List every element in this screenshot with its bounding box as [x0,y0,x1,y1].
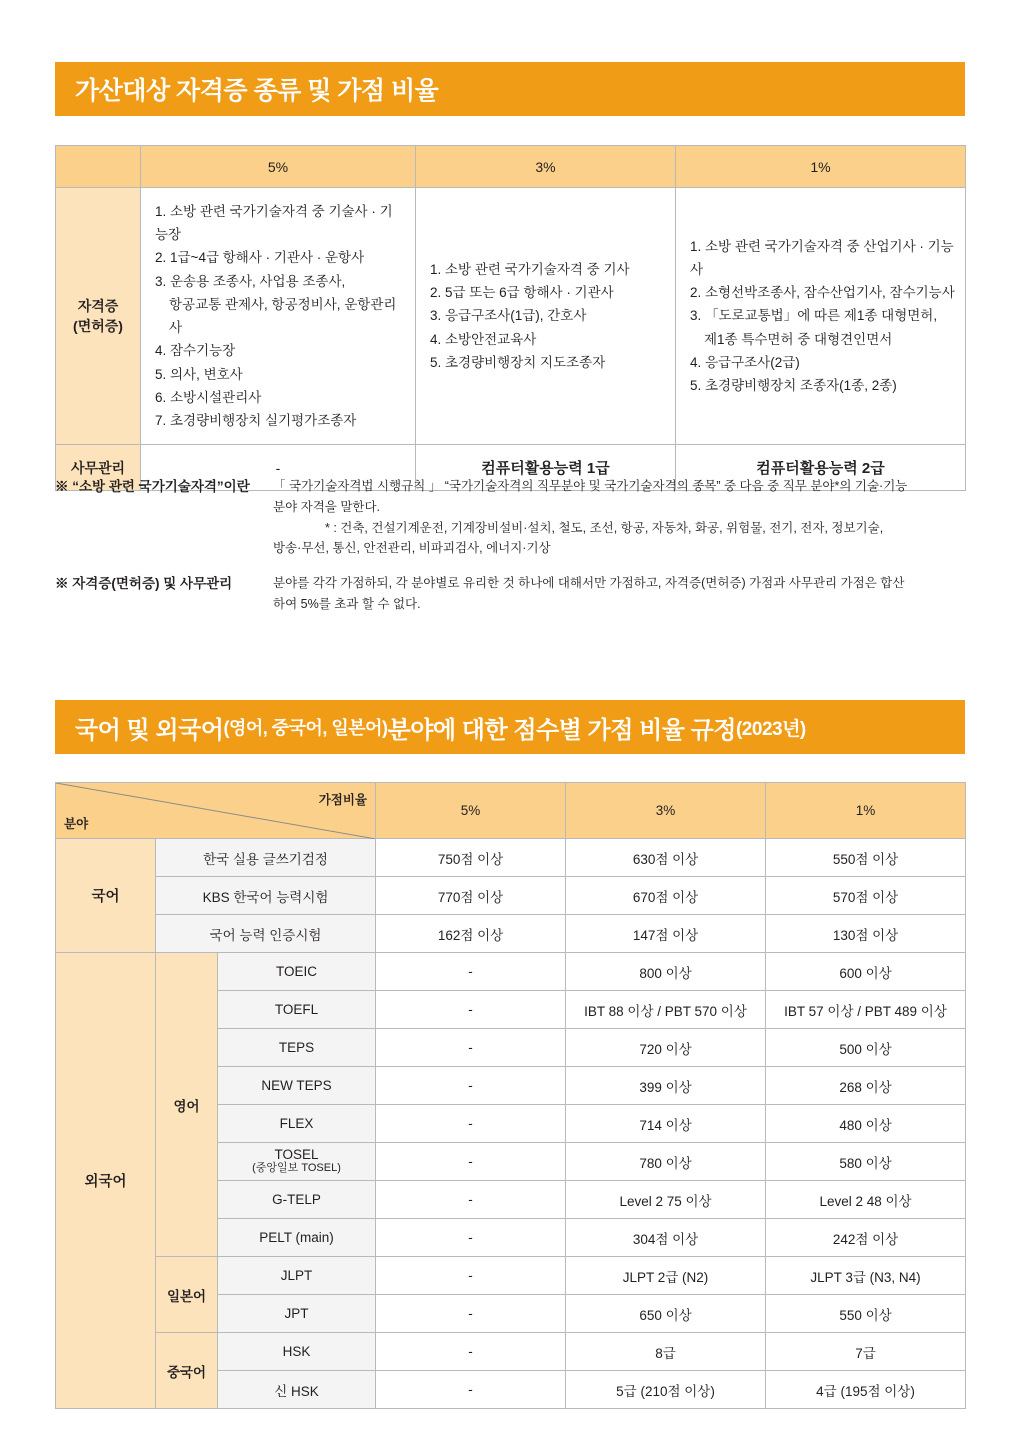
test-name: HSK [218,1333,376,1371]
value-5pct: - [376,1181,566,1219]
test-name: NEW TEPS [218,1067,376,1105]
value-3pct: 147점 이상 [566,915,766,953]
group-label-foreign: 외국어 [56,953,156,1409]
test-name: TOEFL [218,991,376,1029]
list-item: 3. 응급구조사(1급), 간호사 [430,308,587,324]
cert-list-5pct [141,188,416,445]
subgroup-label-english: 영어 [156,953,218,1257]
list-item: 4. 응급구조사(2급) [690,354,800,370]
value-5pct: - [376,1295,566,1333]
list-item: 제1종 특수면허 중 대형견인면서 [704,331,893,347]
test-name-main: TOSEL [274,1147,319,1163]
value-5pct: - [376,1143,566,1181]
test-name: JLPT [218,1257,376,1295]
office-5pct: - [141,445,416,491]
test-name: 국어 능력 인증시험 [156,915,376,953]
value-5pct: 770점 이상 [376,877,566,915]
value-1pct: 580 이상 [766,1143,966,1181]
section1-title: 가산대상 자격증 종류 및 가점 비율 [75,77,439,105]
value-5pct: 162점 이상 [376,915,566,953]
t2-col-1pct: 1% [766,783,966,839]
list-item: 3. 「도로교통법」에 따른 제1종 대형면허, [690,308,938,324]
footnote-line: * : 건축, 건설기계운전, 기계장비설비·설치, 철도, 조선, 항공, 자동차, 화공, 위험물, 전기, 전자, 정보기술, [325,520,884,535]
table-row [56,839,966,877]
footnote-1-body [273,476,967,559]
t1-col-5pct: 5% [141,146,416,188]
value-1pct: 7급 [766,1333,966,1371]
test-name: 한국 실용 글쓰기검정 [156,839,376,877]
t1-col-3pct: 3% [416,146,676,188]
value-1pct: 570점 이상 [766,877,966,915]
t1-col-1pct: 1% [676,146,966,188]
value-1pct: 130점 이상 [766,915,966,953]
value-5pct: - [376,991,566,1029]
list-item: 2. 1급~4급 항해사 · 기관사 · 운항사 [155,250,365,266]
cert-list-1pct [676,188,966,445]
test-name: FLEX [218,1105,376,1143]
value-3pct: IBT 88 이상 / PBT 570 이상 [566,991,766,1029]
footnote-line: 하여 5%를 초과 할 수 없다. [273,596,421,611]
value-3pct: 780 이상 [566,1143,766,1181]
table-row [56,915,966,953]
value-1pct: 500 이상 [766,1029,966,1067]
value-1pct: JLPT 3급 (N3, N4) [766,1257,966,1295]
section1-banner [55,62,965,116]
value-3pct: 8급 [566,1333,766,1371]
footnote-1 [55,476,967,559]
table-row-certification [56,188,966,445]
value-5pct: - [376,953,566,991]
footnote-2-label: ※ 자격증(면허증) 및 사무관리 [55,576,233,591]
office-3pct: 컴퓨터활용능력 1급 [416,445,676,491]
value-1pct: 550점 이상 [766,839,966,877]
list-item: 4. 잠수기능장 [155,343,236,359]
footnote-line: 분야를 각각 가점하되, 각 분야별로 유리한 것 하나에 대해서만 가점하고, 자격증(면허증) 가점과 사무관리 가점은 합산 [273,576,905,590]
value-5pct: - [376,1333,566,1371]
subgroup-label-japanese: 일본어 [156,1257,218,1333]
certification-bonus-table [55,145,966,491]
value-3pct: 800 이상 [566,953,766,991]
list-item: 1. 소방 관련 국가기술자격 중 기사 [430,262,630,278]
test-name: 신 HSK [218,1371,376,1409]
t2-corner-header [56,783,376,839]
list-item: 5. 의사, 변호사 [155,366,243,382]
footnote-line: 「 국가기술자격법 시행규칙 」 “국가기술자격의 직무분야 및 국가기술자격의 종목” 중 다음 중 직무 분야*의 기술·기능 [273,479,908,493]
table-row [56,877,966,915]
language-score-table [55,782,966,1409]
test-name: JPT [218,1295,376,1333]
test-name-note: (중앙일보 TOSEL) [252,1162,341,1175]
list-item: 2. 5급 또는 6급 항해사 · 기관사 [430,285,614,301]
test-name: TEPS [218,1029,376,1067]
test-name [218,1143,376,1181]
value-1pct: 268 이상 [766,1067,966,1105]
test-name: G-TELP [218,1181,376,1219]
value-3pct: 650 이상 [566,1295,766,1333]
value-5pct: - [376,1105,566,1143]
list-item: 1. 소방 관련 국가기술자격 중 산업기사 · 기능사 [690,238,954,278]
list-item: 3. 운송용 조종사, 사업용 조종사, [155,273,346,289]
office-1pct: 컴퓨터활용능력 2급 [676,445,966,491]
value-3pct: 5급 (210점 이상) [566,1371,766,1409]
t2-col-3pct: 3% [566,783,766,839]
value-5pct: - [376,1067,566,1105]
section2-title-year: (2023년) [735,718,806,740]
footnote-2-body [273,573,967,615]
row-label-certification [56,188,141,445]
subgroup-label-chinese: 중국어 [156,1333,218,1409]
corner-label-field: 분야 [64,817,89,831]
table-header-row [56,146,966,188]
footnote-line: 방송·무선, 통신, 안전관리, 비파괴검사, 에너지·기상 [273,541,551,556]
row-label-office: 사무관리 [56,445,141,491]
t2-col-5pct: 5% [376,783,566,839]
cert-list-3pct [416,188,676,445]
value-5pct: - [376,1029,566,1067]
list-item: 5. 초경량비행장치 지도조종자 [430,354,606,370]
list-item: 4. 소방안전교육사 [430,331,537,347]
table-row [56,1257,966,1295]
list-item: 7. 초경량비행장치 실기평가조종자 [155,412,357,428]
value-1pct: 600 이상 [766,953,966,991]
list-item: 항공교통 관제사, 항공정비사, 운항관리사 [169,296,397,336]
list-item: 1. 소방 관련 국가기술자격 중 기술사 · 기능장 [155,204,393,243]
test-name: PELT (main) [218,1219,376,1257]
value-3pct: 630점 이상 [566,839,766,877]
value-3pct: JLPT 2급 (N2) [566,1257,766,1295]
section2-title-langs: (영어, 중국어, 일본어) [223,718,388,738]
list-item: 6. 소방시설관리사 [155,389,262,405]
section2-title-main2: 분야에 대한 점수별 가점 비율 규정 [387,716,736,744]
group-label-korean: 국어 [56,839,156,953]
row-label-certification-line2: (면허증) [73,318,123,335]
section2-title-main: 국어 및 외국어 [75,716,224,744]
value-1pct: 480 이상 [766,1105,966,1143]
value-1pct: Level 2 48 이상 [766,1181,966,1219]
test-name: TOEIC [218,953,376,991]
value-1pct: 4급 (195점 이상) [766,1371,966,1409]
list-item: 5. 초경량비행장치 조종자(1종, 2종) [690,378,897,394]
value-5pct: - [376,1257,566,1295]
section2-banner [55,700,965,754]
value-3pct: 670점 이상 [566,877,766,915]
value-3pct: 720 이상 [566,1029,766,1067]
test-name: KBS 한국어 능력시험 [156,877,376,915]
table-header-row [56,783,966,839]
footnote-2 [55,573,967,615]
value-1pct: 550 이상 [766,1295,966,1333]
row-label-certification-line1: 자격증 [77,297,119,314]
value-3pct: 399 이상 [566,1067,766,1105]
table-row [56,953,966,991]
value-3pct: Level 2 75 이상 [566,1181,766,1219]
value-5pct: 750점 이상 [376,839,566,877]
value-5pct: - [376,1371,566,1409]
footnotes [55,476,967,629]
footnote-line: 분야 자격을 말한다. [273,499,381,514]
value-5pct: - [376,1219,566,1257]
t1-col-empty [56,146,141,188]
table-row [56,1333,966,1371]
value-1pct: IBT 57 이상 / PBT 489 이상 [766,991,966,1029]
value-3pct: 304점 이상 [566,1219,766,1257]
value-1pct: 242점 이상 [766,1219,966,1257]
corner-label-ratio: 가점비율 [318,793,368,807]
list-item: 2. 소형선박조종사, 잠수산업기사, 잠수기능사 [690,285,955,301]
footnote-1-label: ※ “소방 관련 국가기술자격”이란 [55,479,250,494]
value-3pct: 714 이상 [566,1105,766,1143]
